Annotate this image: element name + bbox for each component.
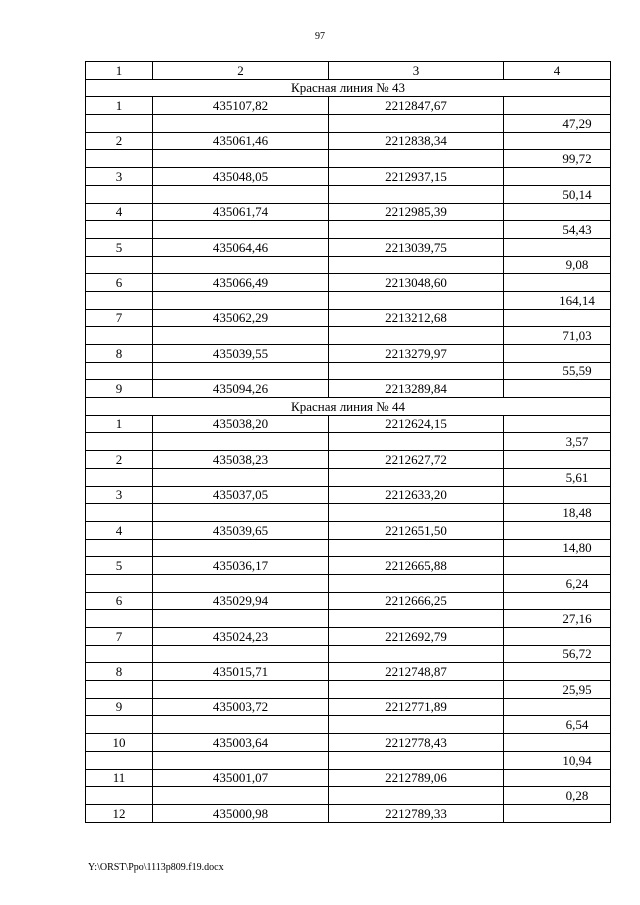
point-number: 9 <box>86 380 153 398</box>
segment-length: 47,29 <box>504 115 611 133</box>
empty-cell <box>86 681 153 699</box>
empty-cell <box>504 309 611 327</box>
point-row <box>86 97 611 115</box>
empty-cell <box>504 804 611 822</box>
table-body <box>86 62 611 823</box>
empty-cell <box>86 574 153 592</box>
segment-length: 56,72 <box>504 645 611 663</box>
point-row <box>86 203 611 221</box>
y-coordinate: 2213039,75 <box>329 238 504 256</box>
empty-cell <box>329 256 504 274</box>
point-row <box>86 804 611 822</box>
x-coordinate: 435094,26 <box>153 380 329 398</box>
column-header: 4 <box>504 62 611 80</box>
point-row <box>86 380 611 398</box>
empty-cell <box>504 663 611 681</box>
empty-cell <box>329 115 504 133</box>
point-row <box>86 557 611 575</box>
distance-row <box>86 645 611 663</box>
y-coordinate: 2212624,15 <box>329 415 504 433</box>
column-header: 1 <box>86 62 153 80</box>
empty-cell <box>504 557 611 575</box>
empty-cell <box>86 433 153 451</box>
segment-length: 164,14 <box>504 291 611 309</box>
empty-cell <box>504 238 611 256</box>
point-row <box>86 309 611 327</box>
x-coordinate: 435038,20 <box>153 415 329 433</box>
distance-row <box>86 716 611 734</box>
point-number: 6 <box>86 274 153 292</box>
empty-cell <box>153 221 329 239</box>
segment-length: 0,28 <box>504 787 611 805</box>
empty-cell <box>504 628 611 646</box>
segment-length: 25,95 <box>504 681 611 699</box>
x-coordinate: 435029,94 <box>153 592 329 610</box>
distance-row <box>86 362 611 380</box>
empty-cell <box>329 681 504 699</box>
empty-cell <box>329 327 504 345</box>
x-coordinate: 435107,82 <box>153 97 329 115</box>
x-coordinate: 435048,05 <box>153 168 329 186</box>
x-coordinate: 435061,46 <box>153 132 329 150</box>
empty-cell <box>153 185 329 203</box>
x-coordinate: 435003,64 <box>153 734 329 752</box>
y-coordinate: 2213048,60 <box>329 274 504 292</box>
distance-row <box>86 751 611 769</box>
y-coordinate: 2213289,84 <box>329 380 504 398</box>
empty-cell <box>153 150 329 168</box>
empty-cell <box>153 115 329 133</box>
x-coordinate: 435039,55 <box>153 345 329 363</box>
x-coordinate: 435001,07 <box>153 769 329 787</box>
x-coordinate: 435064,46 <box>153 238 329 256</box>
x-coordinate: 435003,72 <box>153 698 329 716</box>
empty-cell <box>86 539 153 557</box>
point-number: 11 <box>86 769 153 787</box>
distance-row <box>86 221 611 239</box>
segment-length: 6,54 <box>504 716 611 734</box>
point-row <box>86 168 611 186</box>
segment-length: 14,80 <box>504 539 611 557</box>
segment-length: 27,16 <box>504 610 611 628</box>
point-row <box>86 663 611 681</box>
empty-cell <box>329 150 504 168</box>
point-number: 12 <box>86 804 153 822</box>
empty-cell <box>153 716 329 734</box>
x-coordinate: 435066,49 <box>153 274 329 292</box>
x-coordinate: 435000,98 <box>153 804 329 822</box>
y-coordinate: 2212789,33 <box>329 804 504 822</box>
point-row <box>86 769 611 787</box>
segment-length: 50,14 <box>504 185 611 203</box>
segment-length: 99,72 <box>504 150 611 168</box>
empty-cell <box>504 415 611 433</box>
y-coordinate: 2212937,15 <box>329 168 504 186</box>
y-coordinate: 2212789,06 <box>329 769 504 787</box>
distance-row <box>86 327 611 345</box>
segment-length: 10,94 <box>504 751 611 769</box>
x-coordinate: 435039,65 <box>153 521 329 539</box>
empty-cell <box>153 610 329 628</box>
point-number: 4 <box>86 521 153 539</box>
empty-cell <box>153 787 329 805</box>
empty-cell <box>86 221 153 239</box>
distance-row <box>86 150 611 168</box>
empty-cell <box>329 468 504 486</box>
table-header-row <box>86 62 611 80</box>
empty-cell <box>329 574 504 592</box>
empty-cell <box>504 97 611 115</box>
point-row <box>86 345 611 363</box>
section-title: Красная линия № 43 <box>86 79 611 97</box>
empty-cell <box>504 734 611 752</box>
empty-cell <box>153 468 329 486</box>
y-coordinate: 2212847,67 <box>329 97 504 115</box>
empty-cell <box>153 574 329 592</box>
point-row <box>86 415 611 433</box>
empty-cell <box>153 362 329 380</box>
empty-cell <box>504 132 611 150</box>
segment-length: 5,61 <box>504 468 611 486</box>
y-coordinate: 2212666,25 <box>329 592 504 610</box>
empty-cell <box>329 362 504 380</box>
point-row <box>86 592 611 610</box>
point-number: 2 <box>86 451 153 469</box>
empty-cell <box>504 698 611 716</box>
segment-length: 9,08 <box>504 256 611 274</box>
distance-row <box>86 504 611 522</box>
empty-cell <box>153 751 329 769</box>
segment-length: 18,48 <box>504 504 611 522</box>
empty-cell <box>153 681 329 699</box>
empty-cell <box>86 362 153 380</box>
point-number: 4 <box>86 203 153 221</box>
distance-row <box>86 115 611 133</box>
point-row <box>86 521 611 539</box>
y-coordinate: 2212771,89 <box>329 698 504 716</box>
y-coordinate: 2212838,34 <box>329 132 504 150</box>
x-coordinate: 435061,74 <box>153 203 329 221</box>
empty-cell <box>153 256 329 274</box>
empty-cell <box>329 291 504 309</box>
distance-row <box>86 681 611 699</box>
segment-length: 6,24 <box>504 574 611 592</box>
point-number: 7 <box>86 309 153 327</box>
x-coordinate: 435036,17 <box>153 557 329 575</box>
empty-cell <box>504 203 611 221</box>
empty-cell <box>86 504 153 522</box>
empty-cell <box>504 380 611 398</box>
y-coordinate: 2212627,72 <box>329 451 504 469</box>
point-number: 7 <box>86 628 153 646</box>
empty-cell <box>504 274 611 292</box>
x-coordinate: 435015,71 <box>153 663 329 681</box>
page-number: 97 <box>315 31 325 42</box>
point-row <box>86 132 611 150</box>
y-coordinate: 2212692,79 <box>329 628 504 646</box>
empty-cell <box>86 787 153 805</box>
point-row <box>86 628 611 646</box>
point-number: 5 <box>86 238 153 256</box>
empty-cell <box>153 327 329 345</box>
empty-cell <box>86 716 153 734</box>
point-row <box>86 698 611 716</box>
empty-cell <box>86 327 153 345</box>
empty-cell <box>86 185 153 203</box>
y-coordinate: 2213212,68 <box>329 309 504 327</box>
point-number: 2 <box>86 132 153 150</box>
empty-cell <box>329 539 504 557</box>
empty-cell <box>86 645 153 663</box>
empty-cell <box>86 751 153 769</box>
point-number: 6 <box>86 592 153 610</box>
empty-cell <box>504 486 611 504</box>
empty-cell <box>329 433 504 451</box>
x-coordinate: 435037,05 <box>153 486 329 504</box>
empty-cell <box>86 610 153 628</box>
empty-cell <box>329 221 504 239</box>
distance-row <box>86 433 611 451</box>
empty-cell <box>153 504 329 522</box>
y-coordinate: 2212665,88 <box>329 557 504 575</box>
y-coordinate: 2212651,50 <box>329 521 504 539</box>
point-number: 9 <box>86 698 153 716</box>
point-row <box>86 486 611 504</box>
section-title: Красная линия № 44 <box>86 398 611 416</box>
distance-row <box>86 787 611 805</box>
x-coordinate: 435062,29 <box>153 309 329 327</box>
empty-cell <box>86 468 153 486</box>
section-title-row <box>86 79 611 97</box>
segment-length: 3,57 <box>504 433 611 451</box>
point-row <box>86 734 611 752</box>
y-coordinate: 2212748,87 <box>329 663 504 681</box>
empty-cell <box>86 115 153 133</box>
empty-cell <box>504 769 611 787</box>
segment-length: 55,59 <box>504 362 611 380</box>
y-coordinate: 2212985,39 <box>329 203 504 221</box>
empty-cell <box>329 751 504 769</box>
point-number: 8 <box>86 345 153 363</box>
distance-row <box>86 185 611 203</box>
empty-cell <box>329 610 504 628</box>
distance-row <box>86 539 611 557</box>
empty-cell <box>329 716 504 734</box>
empty-cell <box>153 539 329 557</box>
distance-row <box>86 256 611 274</box>
column-header: 3 <box>329 62 504 80</box>
x-coordinate: 435038,23 <box>153 451 329 469</box>
empty-cell <box>86 150 153 168</box>
empty-cell <box>329 185 504 203</box>
empty-cell <box>86 256 153 274</box>
point-number: 1 <box>86 415 153 433</box>
point-number: 8 <box>86 663 153 681</box>
empty-cell <box>504 168 611 186</box>
empty-cell <box>329 645 504 663</box>
empty-cell <box>504 521 611 539</box>
y-coordinate: 2213279,97 <box>329 345 504 363</box>
point-number: 3 <box>86 486 153 504</box>
point-number: 5 <box>86 557 153 575</box>
segment-length: 71,03 <box>504 327 611 345</box>
x-coordinate: 435024,23 <box>153 628 329 646</box>
point-number: 1 <box>86 97 153 115</box>
distance-row <box>86 291 611 309</box>
empty-cell <box>86 291 153 309</box>
point-row <box>86 451 611 469</box>
segment-length: 54,43 <box>504 221 611 239</box>
empty-cell <box>504 345 611 363</box>
empty-cell <box>153 645 329 663</box>
point-row <box>86 238 611 256</box>
column-header: 2 <box>153 62 329 80</box>
file-path-footer: Y:\ORST\Ppo\1113p809.f19.docx <box>88 862 224 873</box>
empty-cell <box>504 451 611 469</box>
y-coordinate: 2212633,20 <box>329 486 504 504</box>
distance-row <box>86 610 611 628</box>
distance-row <box>86 574 611 592</box>
empty-cell <box>153 291 329 309</box>
y-coordinate: 2212778,43 <box>329 734 504 752</box>
empty-cell <box>153 433 329 451</box>
empty-cell <box>504 592 611 610</box>
point-number: 10 <box>86 734 153 752</box>
section-title-row <box>86 398 611 416</box>
coordinates-table <box>85 61 611 823</box>
point-row <box>86 274 611 292</box>
distance-row <box>86 468 611 486</box>
point-number: 3 <box>86 168 153 186</box>
empty-cell <box>329 504 504 522</box>
empty-cell <box>329 787 504 805</box>
